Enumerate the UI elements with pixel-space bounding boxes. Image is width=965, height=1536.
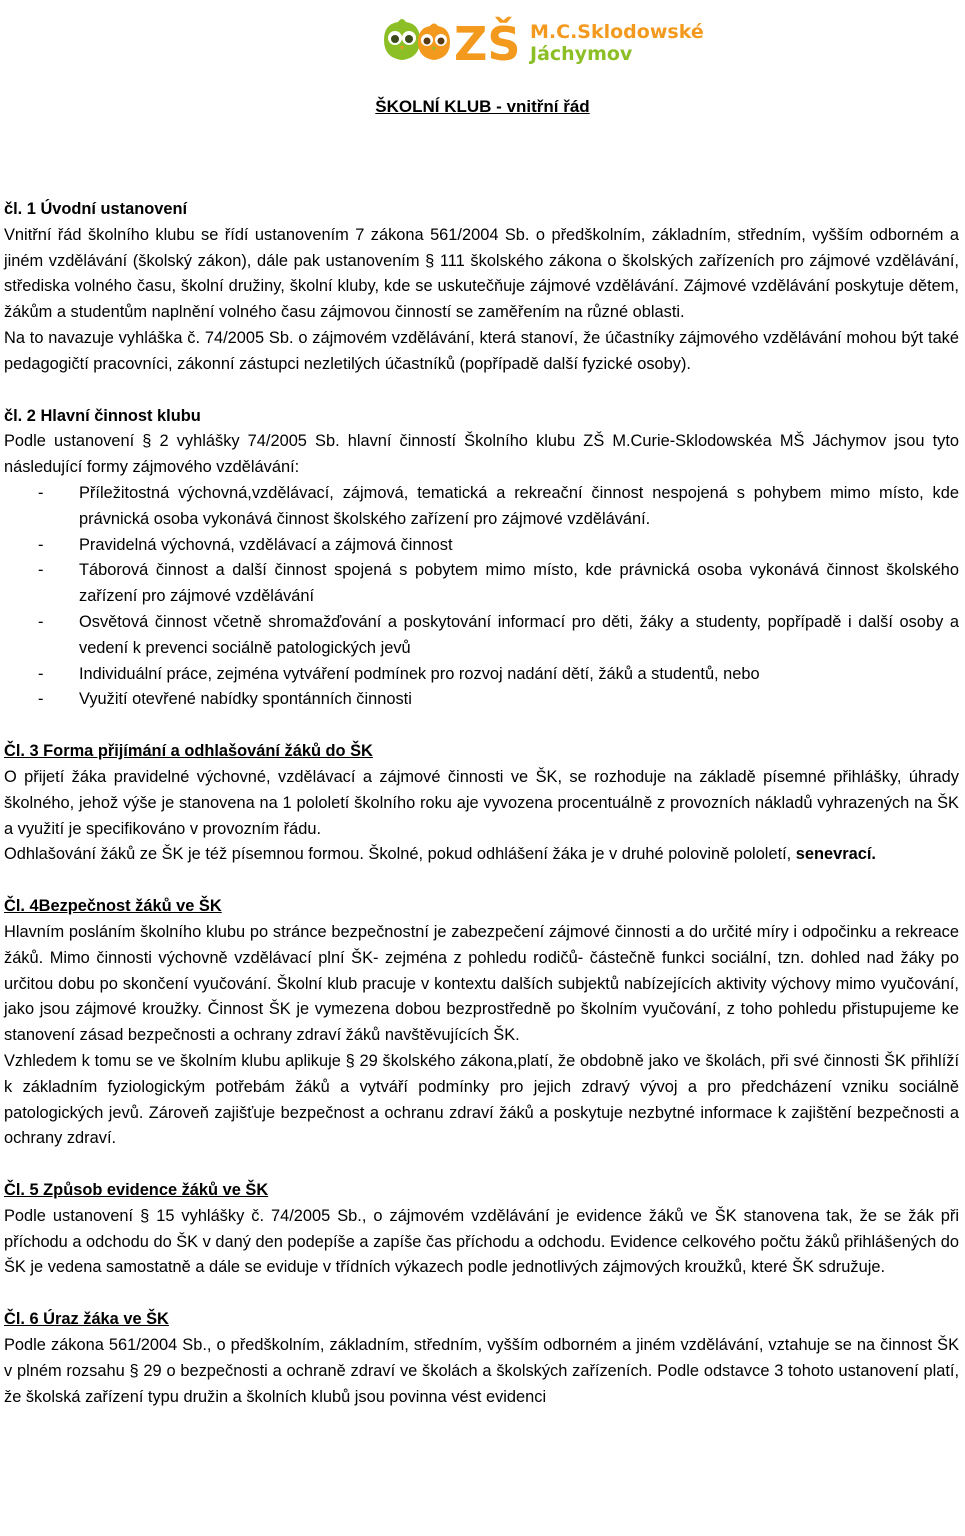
section-6-heading: Čl. 6 Úraz žáka ve ŠK <box>4 1310 169 1329</box>
section-4-paragraph-1: Hlavním posláním školního klubu po stránce bezpečnostní je zabezpečení zájmové činnosti a do určité míry i odpočinku a rekreace žáků. Mimo činnosti výchovně vzdělávací plní ŠK- zejména z pohledu rodičů- částečně funkci sociální, tzn. dohled nad žáky po určitou dobu po skončení vyučování. Školní klub pracuje v kontextu dalších subjektů nabízejících aktivity výchovy mimo vyučování, jako jsou zájmové kroužky. Činnost ŠK je vymezena dobou bezprostředně po školním vyučování, z toho pohledu přistupujeme ke stanovení zásad bezpečnosti a ochrany zdraví žáků navštěvujících ŠK. <box>4 922 959 1045</box>
owl-icon <box>418 24 450 61</box>
section-3-paragraph-1: O přijetí žáka pravidelné výchovné, vzdělávací a zájmové činnosti ve ŠK, se rozhoduje na základě písemné přihlášky, úhrady školného, jehož výše je stanovena na 1 pololetí školního roku aje vyvozena procentuálně z provozních nákladů vyhrazených na ŠK a využití je specifikováno v provozním řádu. <box>4 767 959 838</box>
activity-list <box>4 481 959 713</box>
section-4-heading: Čl. 4Bezpečnost žáků ve ŠK <box>4 897 222 916</box>
title-row <box>0 94 965 121</box>
section-5-paragraph-1: Podle ustanovení § 15 vyhlášky č. 74/2005 Sb., o zájmovém vzdělávání je evidence žáků ve ŠK stanovena tak, že se žák při příchodu a odchodu do ŠK v daný den podepíše a zapíše čas příchodu a odchodu. Evidence celkového počtu žáků přihlášených do ŠK je vedena samostatně a dále se eviduje v třídních výkazech podle jednotlivých zájmových kroužků, které ŠK sdružuje. <box>4 1206 959 1277</box>
section-3-bold-text: senevrací. <box>795 845 876 864</box>
section-3-paragraph-2 <box>4 842 959 868</box>
list-item: - Osvětová činnost včetně shromažďování a poskytování informací pro děti, žáky a studenty, popřípadě i další osoby a vedení k prevenci sociálně patologických jevů <box>4 610 959 662</box>
logo-town: Jáchymov <box>530 43 633 65</box>
spacer <box>4 868 959 894</box>
spacer <box>4 378 959 404</box>
logo-school-name: M.C.Sklodowské <box>530 21 704 43</box>
page-title: ŠKOLNÍ KLUB - vnitřní řád <box>375 97 590 116</box>
list-item: - Využití otevřené nabídky spontánních činnosti <box>4 687 959 713</box>
list-item: - Individuální práce, zejména vytváření podmínek pro rozvoj nadání dětí, žáků a studentů, nebo <box>4 662 959 688</box>
section-6-paragraph-1: Podle zákona 561/2004 Sb., o předškolním, základním, středním, vyšším odborném a jiném vzdělávání, vztahuje se na činnost ŠK v plném rozsahu § 29 o bezpečnosti a ochraně zdraví ve školách a školských zařízeních. Podle odstavce 3 tohoto ustanovení platí, že školská zařízení typu družin a školních klubů jsou povinna vést evidenci <box>4 1336 959 1406</box>
section-2-heading: čl. 2 Hlavní činnost klubu <box>4 406 201 425</box>
section-3-heading: Čl. 3 Forma přijímání a odhlašování žáků do ŠK <box>4 742 373 761</box>
spacer <box>4 1152 959 1178</box>
section-3-paragraph-2-text: Odhlašování žáků ze ŠK je též písemnou formou. Školné, pokud odhlášení žáka je v druhé polovině pololetí, <box>4 845 792 864</box>
section-1-paragraph-2: Na to navazuje vyhláška č. 74/2005 Sb. o zájmovém vzdělávání, která stanoví, že účastníky zájmového vzdělávání mohou být také pedagogičtí pracovníci, zákonní zástupci nezletilých účastníků (popřípadě další fyzické osoby). <box>4 328 959 373</box>
owl-logo-graphic <box>380 10 704 71</box>
list-item: - Pravidelná výchovná, vzdělávací a zájmová činnost <box>4 533 959 559</box>
document-body <box>4 197 959 1410</box>
list-item: - Příležitostná výchovná,vzdělávací, zájmová, tematická a rekreační činnost nespojená s pohybem mimo místo, kde právnická osoba vykonává činnost školského zařízení pro zájmové vzdělávání. <box>4 481 959 533</box>
school-logo <box>380 10 704 71</box>
section-1-heading: čl. 1 Úvodní ustanovení <box>4 200 188 218</box>
spacer <box>4 713 959 739</box>
logo-abbr: ZŠ <box>454 17 521 71</box>
spacer <box>4 1281 959 1307</box>
section-4-paragraph-2: Vzhledem k tomu se ve školním klubu aplikuje § 29 školského zákona,platí, že obdobně jako ve školách, při své činnosti ŠK přihlíží k základním fyziologickým potřebám žáků a vytváří podmínky pro jejich zdravý vývoj a pro předcházení vzniku sociálně patologických jevů. Zároveň zajišťuje bezpečnost a ochranu zdraví žáků a poskytuje nezbytné informace k zajištění bezpečnosti a ochrany zdraví. <box>4 1051 959 1148</box>
list-item: - Táborová činnost a další činnost spojená s pobytem mimo místo, kde právnická osoba vykonává činnost školského zařízení pro zájmové vzdělávání <box>4 558 959 610</box>
section-2-intro: Podle ustanovení § 2 vyhlášky 74/2005 Sb. hlavní činností Školního klubu ZŠ M.Curie-Sklodowskéa MŠ Jáchymov jsou tyto následující formy zájmového vzdělávání: <box>4 432 959 477</box>
section-5-heading: Čl. 5 Způsob evidence žáků ve ŠK <box>4 1181 269 1200</box>
section-1-paragraph-1: Vnitřní řád školního klubu se řídí ustanovením 7 zákona 561/2004 Sb. o předškolním, základním, středním, vyšším odborném a jiném vzdělávání (školský zákon), dále pak ustanovením § 111 školského zákona o školských zařízeních pro zájmové vzdělávání, střediska volného času, školní družiny, školní kluby, kde se uskutečňuje zájmové vzdělávání. Zájmové vzdělávání poskytuje dětem, žákům a studentům naplnění volného času zájmovou činností se zaměřením na různé oblasti. <box>4 225 959 322</box>
owl-icon <box>384 19 420 60</box>
